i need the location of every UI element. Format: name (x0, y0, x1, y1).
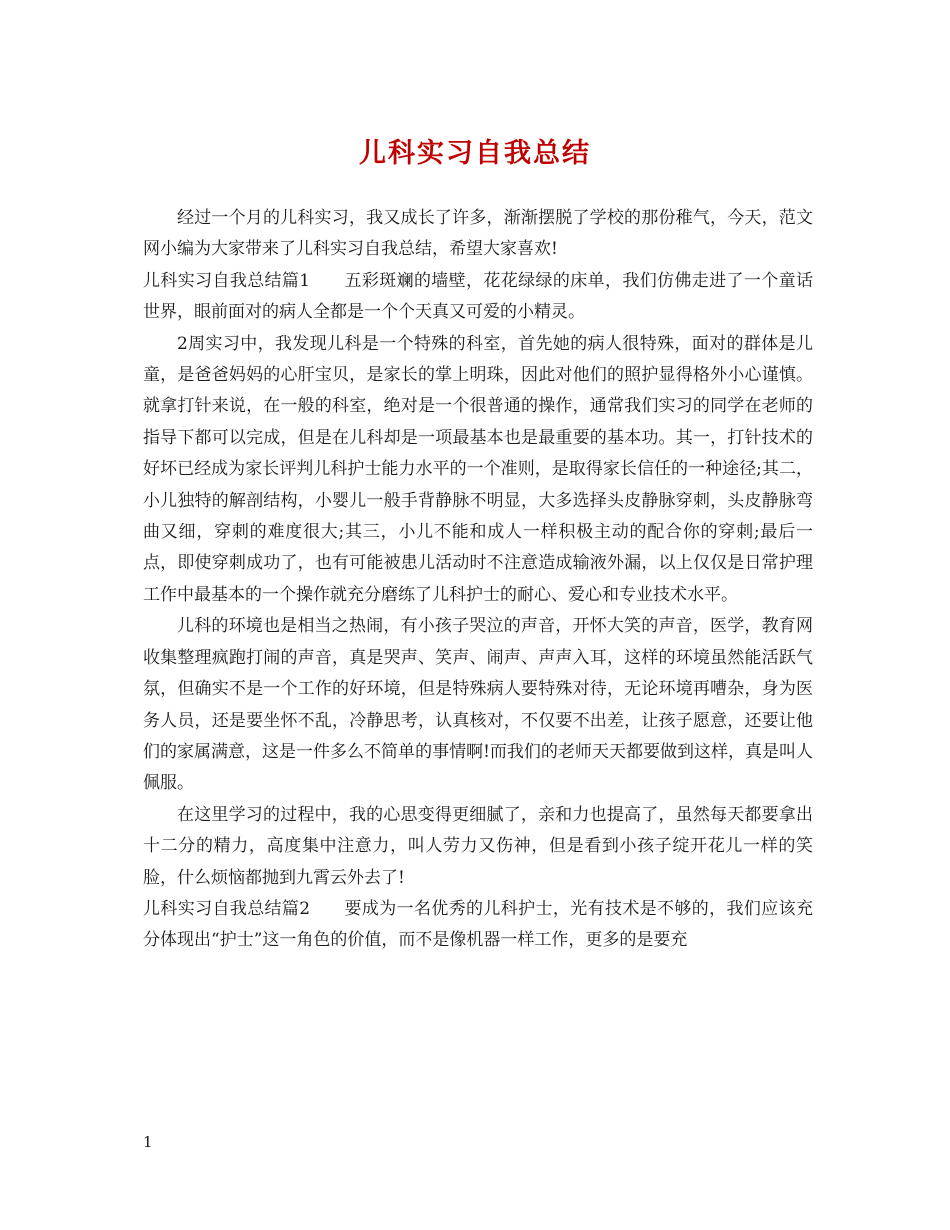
document-body (143, 203, 813, 957)
document-title: 儿科实习自我总结 (359, 138, 591, 169)
section-1-text: 五彩斑斓的墙壁，花花绿绿的床单，我们仿佛走进了一个童话世界，眼前面对的病人全都是一个个天真又可爱的小精灵。 (143, 270, 813, 323)
body-paragraph-3: 在这里学习的过程中，我的心思变得更细腻了，亲和力也提高了，虽然每天都要拿出十二分的精力，高度集中注意力，叫人劳力又伤神，但是看到小孩子绽开花儿一样的笑脸，什么烦恼都抛到九霄云外去了! (143, 804, 813, 888)
page-number: 1 (143, 1133, 153, 1151)
section-2-label: 儿科实习自我总结篇2 (143, 898, 311, 919)
body-paragraph-2: 儿科的环境也是相当之热闹，有小孩子哭泣的声音，开怀大笑的声音，医学，教育网收集整理疯跑打闹的声音，真是哭声、笑声、闹声、声声入耳，这样的环境虽然能活跃气氛，但确实不是一个工作的好环境，但是特殊病人要特殊对待，无论环境再嘈杂，身为医务人员，还是要坐怀不乱，冷静思考，认真核对，不仅要不出差，让孩子愿意，还要让他们的家属满意，这是一件多么不简单的事情啊!而我们的老师天天都要做到这样，真是叫人佩服。 (143, 616, 813, 794)
section-1-label: 儿科实习自我总结篇1 (143, 270, 311, 291)
intro-paragraph: 经过一个月的儿科实习，我又成长了许多，渐渐摆脱了学校的那份稚气，今天，范文网小编为大家带来了儿科实习自我总结，希望大家喜欢! (143, 208, 813, 260)
body-paragraph-1: 2周实习中，我发现儿科是一个特殊的科室，首先她的病人很特殊，面对的群体是儿童，是爸爸妈妈的心肝宝贝，是家长的掌上明珠，因此对他们的照护显得格外小心谨慎。就拿打针来说，在一般的科室，绝对是一个很普通的操作，通常我们实习的同学在老师的指导下都可以完成，但是在儿科却是一项最基本也是最重要的基本功。其一，打针技术的好坏已经成为家长评判儿科护士能力水平的一个准则，是取得家长信任的一种途径;其二，小儿独特的解剖结构，小婴儿一般手背静脉不明显，大多选择头皮静脉穿刺，头皮静脉弯曲又细，穿刺的难度很大;其三，小儿不能和成人一样积极主动的配合你的穿刺;最后一点，即使穿刺成功了，也有可能被患儿活动时不注意造成输液外漏，以上仅仅是日常护理工作中最基本的一个操作就充分磨练了儿科护士的耐心、爱心和专业技术水平。 (143, 333, 813, 605)
section-2-text: 要成为一名优秀的儿科护士，光有技术是不够的，我们应该充分体现出“护士”这一角色的价值，而不是像机器一样工作，更多的是要充 (143, 898, 813, 951)
section-2-paragraph (143, 894, 813, 957)
section-1-paragraph (143, 266, 813, 329)
